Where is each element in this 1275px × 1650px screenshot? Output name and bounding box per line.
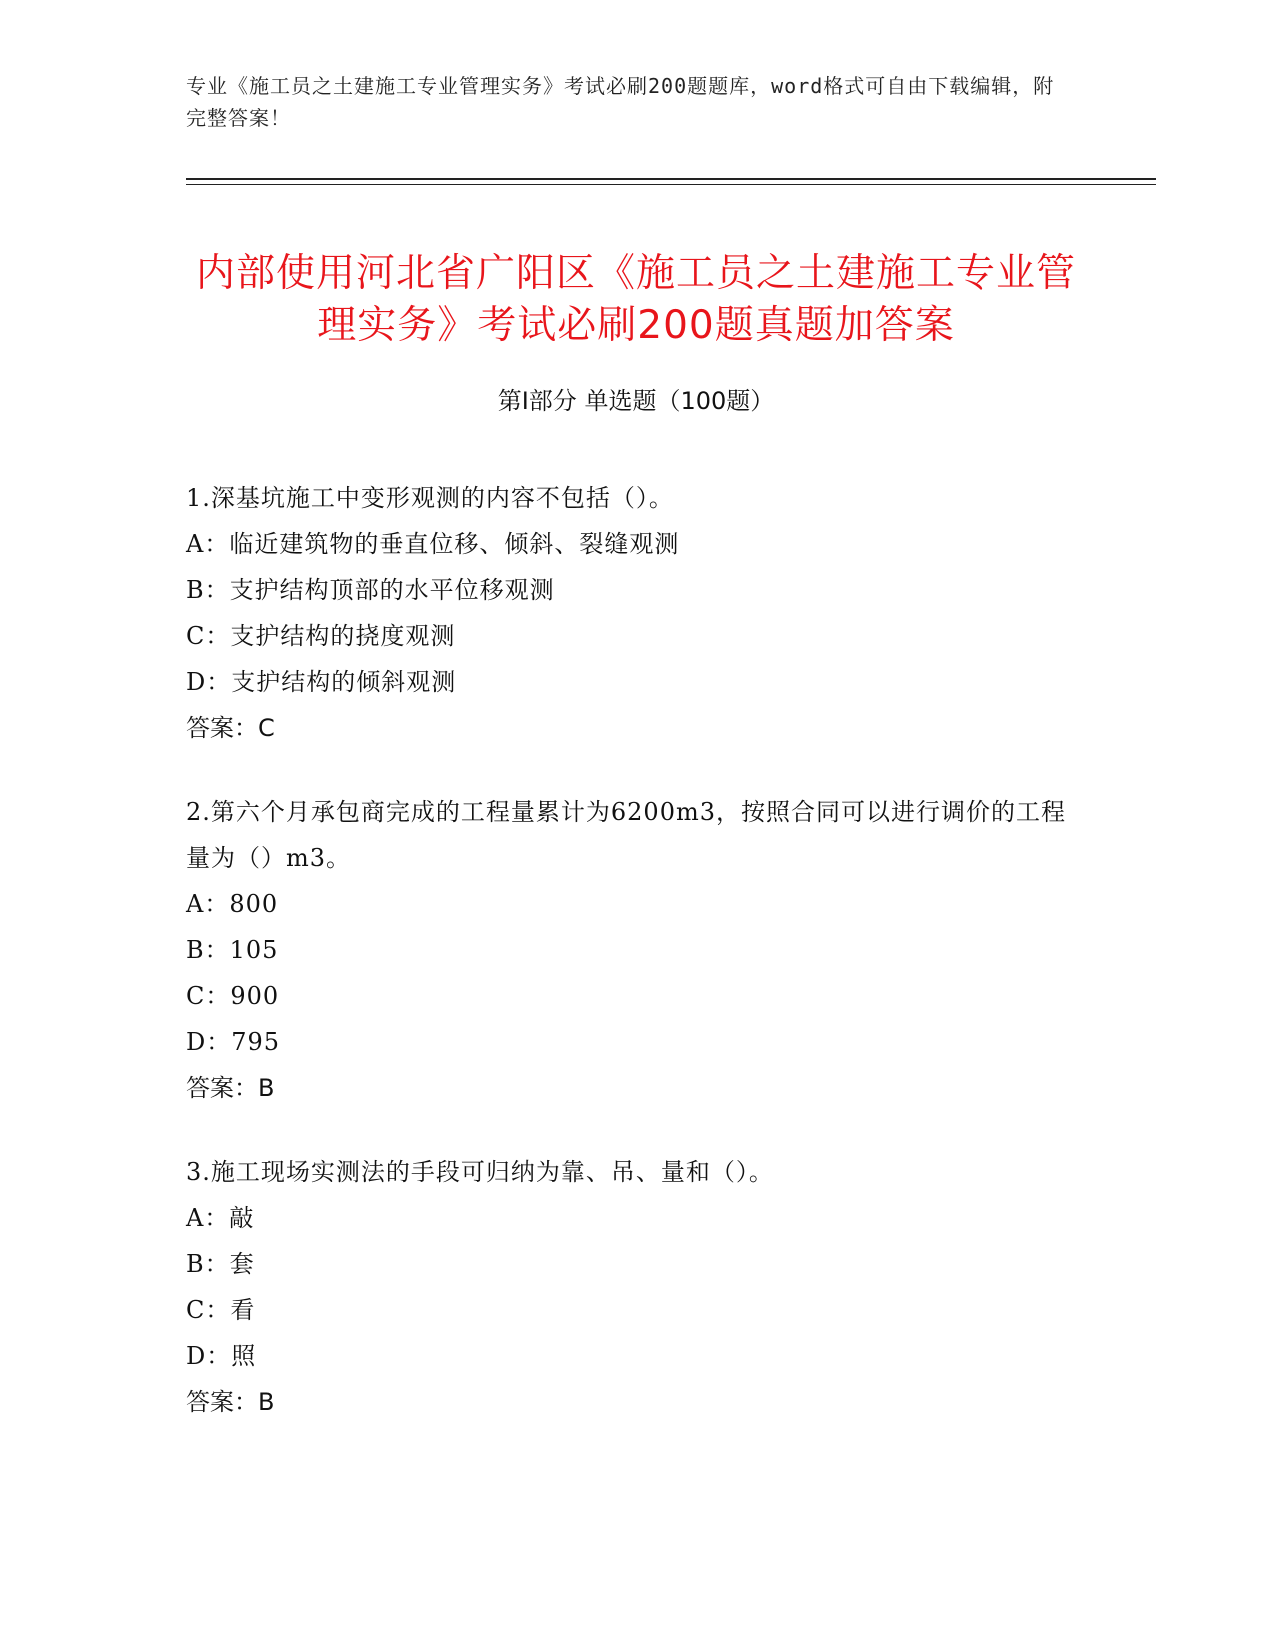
header-divider-thin — [186, 184, 1156, 185]
option-a: A：敲 — [186, 1204, 255, 1232]
option-c: C：支护结构的挠度观测 — [186, 622, 456, 650]
answer: 答案：B — [186, 1388, 275, 1416]
option-a: A：800 — [186, 890, 279, 918]
option-d: D：照 — [186, 1342, 257, 1370]
question-list — [186, 475, 1086, 1463]
option-d: D：支护结构的倾斜观测 — [186, 668, 457, 696]
option-b: B：套 — [186, 1250, 255, 1278]
option-b: B：105 — [186, 936, 279, 964]
answer: 答案：C — [186, 714, 275, 742]
header-divider-thick — [186, 178, 1156, 180]
question-3 — [186, 1149, 1086, 1425]
answer: 答案：B — [186, 1074, 275, 1102]
document-title: 内部使用河北省广阳区《施工员之土建施工专业管理实务》考试必刷200题真题加答案 — [195, 251, 1076, 349]
option-c: C：看 — [186, 1296, 256, 1324]
question-2 — [186, 789, 1086, 1111]
option-d: D：795 — [186, 1028, 281, 1056]
option-a: A：临近建筑物的垂直位移、倾斜、裂缝观测 — [186, 530, 680, 558]
question-stem: 1.深基坑施工中变形观测的内容不包括（）。 — [186, 484, 674, 512]
question-stem: 2.第六个月承包商完成的工程量累计为6200m3，按照合同可以进行调价的工程量为（）m3。 — [186, 798, 1067, 872]
question-1 — [186, 475, 1086, 751]
option-c: C：900 — [186, 982, 280, 1010]
question-stem: 3.施工现场实测法的手段可归纳为靠、吊、量和（）。 — [186, 1158, 774, 1186]
header-note: 专业《施工员之土建施工专业管理实务》考试必刷200题题库，word格式可自由下载编辑，附完整答案！ — [186, 74, 1055, 130]
option-b: B：支护结构顶部的水平位移观测 — [186, 576, 555, 604]
section-title: 第Ⅰ部分 单选题（100题） — [497, 387, 775, 415]
